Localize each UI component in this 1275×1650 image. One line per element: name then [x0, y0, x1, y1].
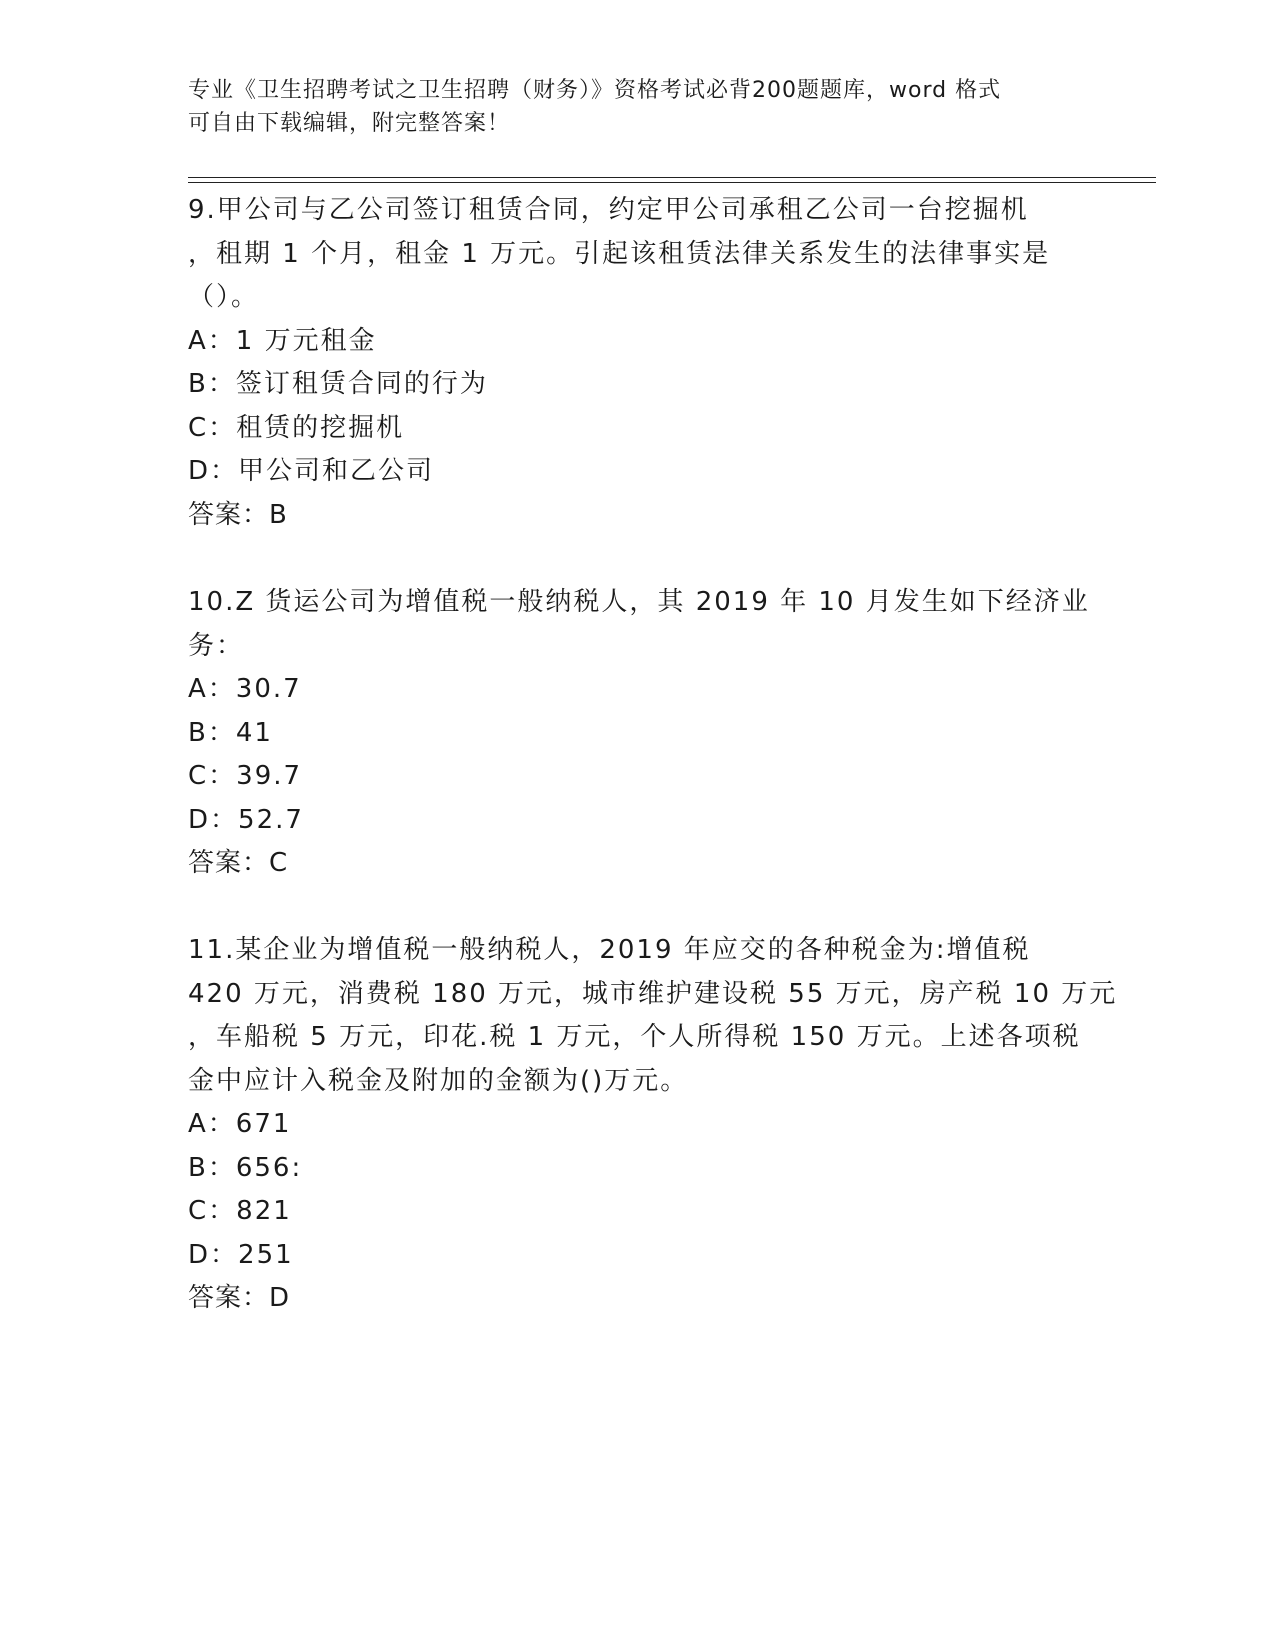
question-9-stem-line-2: ，租期 1 个月，租金 1 万元。引起该租赁法律关系发生的法律事实是 [188, 239, 1051, 269]
question-11-option-a: A：671 [188, 1109, 292, 1139]
question-9-answer: 答案：B [188, 500, 288, 530]
question-11-stem-line-1: 11.某企业为增值税一般纳税人，2019 年应交的各种税金为:增值税 [188, 935, 1031, 965]
question-11-option-d: D：251 [188, 1240, 294, 1270]
question-11-stem-line-2: 420 万元，消费税 180 万元，城市维护建设税 55 万元，房产税 10 万元 [188, 979, 1118, 1009]
question-11-stem-line-3: ，车船税 5 万元，印花.税 1 万元，个人所得税 150 万元。上述各项税 [188, 1022, 1081, 1052]
header-line-1: 专业《卫生招聘考试之卫生招聘（财务）》资格考试必背200题题库，word 格式 [188, 78, 1002, 103]
question-10-option-a: A：30.7 [188, 674, 302, 704]
question-9-option-b: B：签订租赁合同的行为 [188, 369, 488, 399]
question-9-stem-line-3: （）。 [188, 282, 260, 312]
question-11-stem-line-4: 金中应计入税金及附加的金额为()万元。 [188, 1066, 689, 1096]
question-10-stem-line-1: 10.Z 货运公司为增值税一般纳税人，其 2019 年 10 月发生如下经济业 [188, 587, 1090, 617]
question-11-answer: 答案：D [188, 1283, 291, 1313]
question-9-option-c: C：租赁的挖掘机 [188, 413, 405, 443]
question-10-option-c: C：39.7 [188, 761, 303, 791]
question-11-option-c: C：821 [188, 1196, 292, 1226]
question-10-option-b: B：41 [188, 718, 273, 748]
header-divider-top [188, 177, 1156, 178]
document-header [188, 74, 1088, 140]
question-10-answer: 答案：C [188, 848, 289, 878]
question-9-option-a: A：1 万元租金 [188, 326, 377, 356]
question-9-option-d: D：甲公司和乙公司 [188, 456, 435, 486]
header-line-2: 可自由下载编辑，附完整答案！ [188, 111, 511, 136]
question-11-option-b: B：656: [188, 1153, 303, 1183]
question-9-stem-line-1: 9.甲公司与乙公司签订租赁合同，约定甲公司承租乙公司一台挖掘机 [188, 195, 1029, 225]
question-10-stem-line-2: 务： [188, 631, 245, 661]
header-divider-bottom [188, 182, 1156, 183]
question-10-option-d: D：52.7 [188, 805, 304, 835]
